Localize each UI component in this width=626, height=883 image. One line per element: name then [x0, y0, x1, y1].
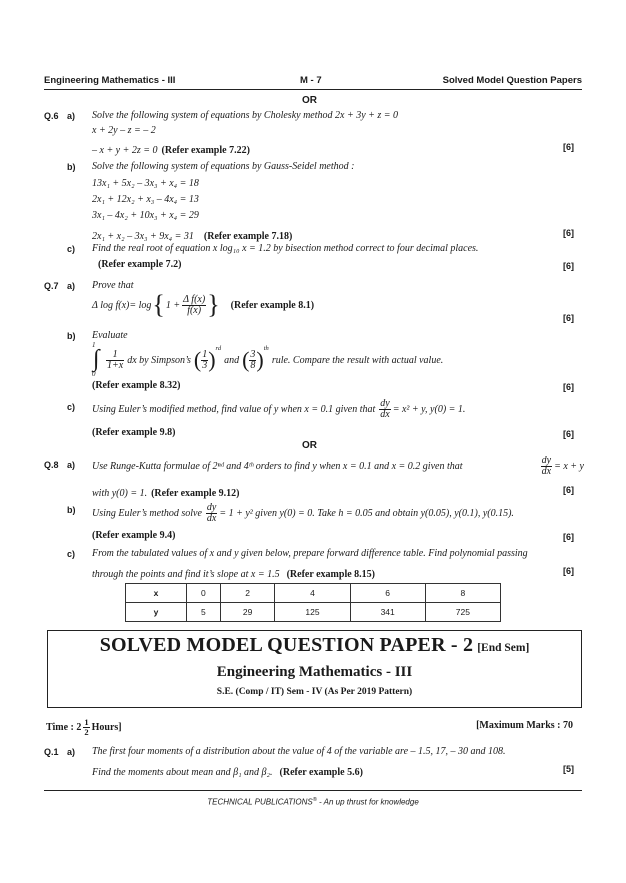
q7b-rd-superscript: rd: [215, 345, 222, 352]
right-brace-icon: }: [207, 290, 220, 319]
q6c-reference: (Refer example 7.2): [98, 259, 182, 270]
q8a-derivative-denominator: dx: [541, 465, 552, 477]
or-divider-2: OR: [302, 440, 317, 451]
q7c-line: [92, 396, 465, 422]
time-prefix: Time : 2: [46, 721, 82, 733]
paper-title: SOLVED MODEL QUESTION PAPER - 2: [99, 634, 474, 656]
q7b-and: and: [224, 354, 240, 366]
table-cell: 4: [275, 584, 350, 603]
q1a-line2: [92, 762, 363, 780]
q7a-one-plus: 1 +: [165, 299, 181, 311]
q6a-text-line2: x + 2y – z = – 2: [92, 125, 156, 136]
q8a-derivative-numerator: dy: [541, 454, 552, 466]
q7b-marks: [6]: [563, 382, 574, 392]
q8c-text-line1: From the tabulated values of x and y given below, prepare forward difference table. Find polynomial passing: [92, 548, 528, 559]
table-cell: 8: [425, 584, 500, 603]
footer-tagline: - An up thrust for knowledge: [316, 797, 419, 807]
question-number-8: Q.8: [44, 460, 59, 470]
data-table: [125, 583, 501, 622]
maximum-marks: [Maximum Marks : 70: [476, 720, 573, 731]
time-suffix: Hours]: [91, 721, 122, 733]
table-row-x: [126, 584, 501, 603]
q8a-text-part1: Use Runge-Kutta formulae of 2ⁿᵈ and 4ᵗʰ orders to find y when x = 0.1 and x = 0.2 given that: [92, 460, 463, 472]
q8b-marks: [6]: [563, 532, 574, 542]
table-cell: 6: [350, 584, 425, 603]
q7b-th-superscript: th: [263, 345, 269, 352]
question-number-7: Q.7: [44, 281, 59, 291]
q7b-integrand-numerator: 1: [106, 350, 124, 361]
q6b-equation-2: 2x₁ + 12x₂ + x₃ – 4x₄ = 13: [92, 194, 199, 205]
q7b-text-line1: Evaluate: [92, 330, 128, 341]
q7b-three-eighth-numerator: 3: [250, 348, 256, 360]
q7a-fraction: [182, 295, 206, 316]
q7b-text-compare: rule. Compare the result with actual value.: [271, 354, 444, 366]
q7a-reference: (Refer example 8.1): [230, 299, 315, 311]
table-cell: 29: [220, 603, 275, 622]
q6a-text-line1: Solve the following system of equations by Cholesky method 2x + 3y + z = 0: [92, 110, 399, 121]
q7c-text-part1: Using Euler’s modified method, find value of y when x = 0.1 given that: [92, 403, 376, 415]
table-header-x: x: [126, 584, 187, 603]
left-paren-icon: (: [193, 347, 202, 372]
time-line: [46, 714, 122, 740]
q6a-text-line3: – x + y + 2z = 0: [92, 145, 158, 156]
or-divider-1: OR: [302, 95, 317, 106]
q7a-marks: [6]: [563, 313, 574, 323]
q7c-marks: [6]: [563, 429, 574, 439]
q6b-equation-1: 13x₁ + 5x₂ – 3x₃ + x₄ = 18: [92, 178, 199, 189]
q8b-derivative: [206, 503, 217, 524]
q7b-one-third-denominator: 3: [202, 359, 208, 371]
right-paren-icon: ): [208, 347, 216, 372]
q8c-text-line2: through the points and find it’s slope at x = 1.5: [92, 569, 280, 580]
q6b-line-eq4: [92, 226, 292, 244]
table-cell: 5: [187, 603, 221, 622]
q7c-text-part2: = x² + y, y(0) = 1.: [392, 403, 466, 415]
q8b-derivative-numerator: dy: [206, 501, 217, 513]
time-fraction-numerator: 1: [84, 717, 89, 727]
footer-rule: [44, 790, 582, 791]
paper-subject: Engineering Mathematics - III: [216, 664, 413, 680]
table-cell: 125: [275, 603, 350, 622]
q8a-reference: (Refer example 9.12): [151, 488, 240, 499]
q7b-integrand: [106, 350, 124, 371]
q6b-reference: (Refer example 7.18): [203, 231, 293, 242]
q7c-label: c): [67, 402, 76, 412]
q8b-line: [92, 499, 514, 527]
q7c-derivative-denominator: dx: [380, 408, 390, 420]
q8a-label: a): [67, 460, 76, 470]
q6b-label: b): [67, 162, 76, 172]
q1a-marks: [5]: [563, 764, 574, 774]
q7c-derivative-numerator: dy: [380, 397, 390, 409]
question-number-6: Q.6: [44, 111, 59, 121]
q6b-equation-3: 3x₁ – 4x₂ + 10x₃ + x₄ = 29: [92, 210, 199, 221]
integral-symbol: [92, 343, 106, 377]
q6b-text-line1: Solve the following system of equations by Gauss-Seidel method :: [92, 161, 355, 172]
q7a-formula: [92, 290, 314, 320]
header-page-number: M - 7: [300, 75, 322, 86]
q6a-label: a): [67, 111, 76, 121]
q6b-equation-4: 2x₁ + x₂ – 3x₃ + 9x₄ = 31: [92, 231, 194, 242]
q1a-reference: (Refer example 5.6): [279, 767, 363, 778]
q8a-marks: [6]: [563, 485, 574, 495]
paper-title-line: [47, 634, 582, 657]
q7c-reference: (Refer example 9.8): [92, 427, 176, 438]
q6c-marks: [6]: [563, 261, 574, 271]
q8a-text-line2: with y(0) = 1.: [92, 488, 148, 499]
q6a-reference: (Refer example 7.22): [161, 145, 250, 156]
table-cell: 341: [350, 603, 425, 622]
q6c-label: c): [67, 244, 76, 254]
time-fraction-denominator: 2: [84, 726, 89, 737]
header-right: Solved Model Question Papers: [442, 75, 582, 86]
paper-course: S.E. (Comp / IT) Sem - IV (As Per 2019 Pattern): [216, 687, 413, 697]
q7a-formula-lhs: Δ log f(x)= log: [92, 299, 152, 311]
q8c-reference: (Refer example 8.15): [286, 569, 375, 580]
left-paren-icon: (: [242, 347, 250, 372]
header-left: Engineering Mathematics - III: [44, 75, 176, 86]
q8c-marks: [6]: [563, 566, 574, 576]
q8a-derivative: [541, 456, 552, 477]
q8b-text-part2: = 1 + y² given y(0) = 0. Take h = 0.05 and obtain y(0.05), y(0.1), y(0.15).: [219, 507, 514, 519]
table-row-y: [126, 603, 501, 622]
q1a-text-line1: The first four moments of a distribution about the value of 4 of the variable are – 1.5, 17, – 30 and 108.: [92, 746, 506, 757]
question-number-1: Q.1: [44, 747, 59, 757]
footer: [44, 797, 582, 807]
q8a-line: [92, 452, 584, 480]
header-rule: [44, 89, 582, 90]
table-cell: 2: [220, 584, 275, 603]
q1a-text-line2: Find the moments about mean and β₁ and β₂.: [92, 767, 273, 778]
q7b-integrand-denominator: 1+x: [107, 359, 124, 371]
q7b-three-eighth-denominator: 8: [250, 359, 256, 371]
q8b-label: b): [67, 505, 76, 515]
q6a-marks: [6]: [563, 142, 574, 152]
right-paren-icon: ): [256, 347, 264, 372]
q8b-reference: (Refer example 9.4): [92, 530, 176, 541]
q7b-simpson-one-third: [201, 350, 208, 371]
q7a-label: a): [67, 281, 76, 291]
table-cell: 725: [425, 603, 500, 622]
q8a-text-part2: = x + y: [554, 460, 584, 472]
integral-sign-icon: ∫: [93, 346, 100, 372]
q7b-text-simpsons: dx by Simpson’s: [127, 354, 191, 366]
q7b-reference: (Refer example 8.32): [92, 380, 181, 391]
q1a-label: a): [67, 747, 76, 757]
q7a-text-line1: Prove that: [92, 280, 134, 291]
paper-tag: [End Sem]: [477, 642, 530, 654]
q7b-one-third-numerator: 1: [202, 348, 208, 360]
time-fraction: [83, 718, 89, 736]
q8b-text-part1: Using Euler’s method solve: [92, 507, 202, 519]
q7a-fraction-denominator: f(x): [187, 304, 202, 316]
q8b-derivative-denominator: dx: [206, 512, 217, 524]
q8c-line2: [92, 564, 375, 582]
integral-lower-limit: 0: [92, 370, 96, 378]
table-cell: 0: [187, 584, 221, 603]
q7b-label: b): [67, 331, 76, 341]
q6c-text-line1: Find the real root of equation x log₁₀ x = 1.2 by bisection method correct to four decimal places.: [92, 243, 479, 254]
q6b-marks: [6]: [563, 228, 574, 238]
left-brace-icon: {: [152, 290, 165, 319]
q7c-derivative: [379, 399, 390, 420]
integral-upper-limit: 1: [92, 341, 96, 349]
footer-publisher: TECHNICAL PUBLICATIONS: [207, 797, 313, 807]
q7b-simpson-three-eighth: [249, 350, 256, 371]
q7b-formula: [92, 343, 443, 377]
registered-mark: ®: [312, 797, 317, 803]
q7a-fraction-numerator: Δ f(x): [183, 293, 206, 305]
q6a-line3: [92, 140, 250, 158]
q8c-label: c): [67, 549, 76, 559]
table-header-y: y: [126, 603, 187, 622]
